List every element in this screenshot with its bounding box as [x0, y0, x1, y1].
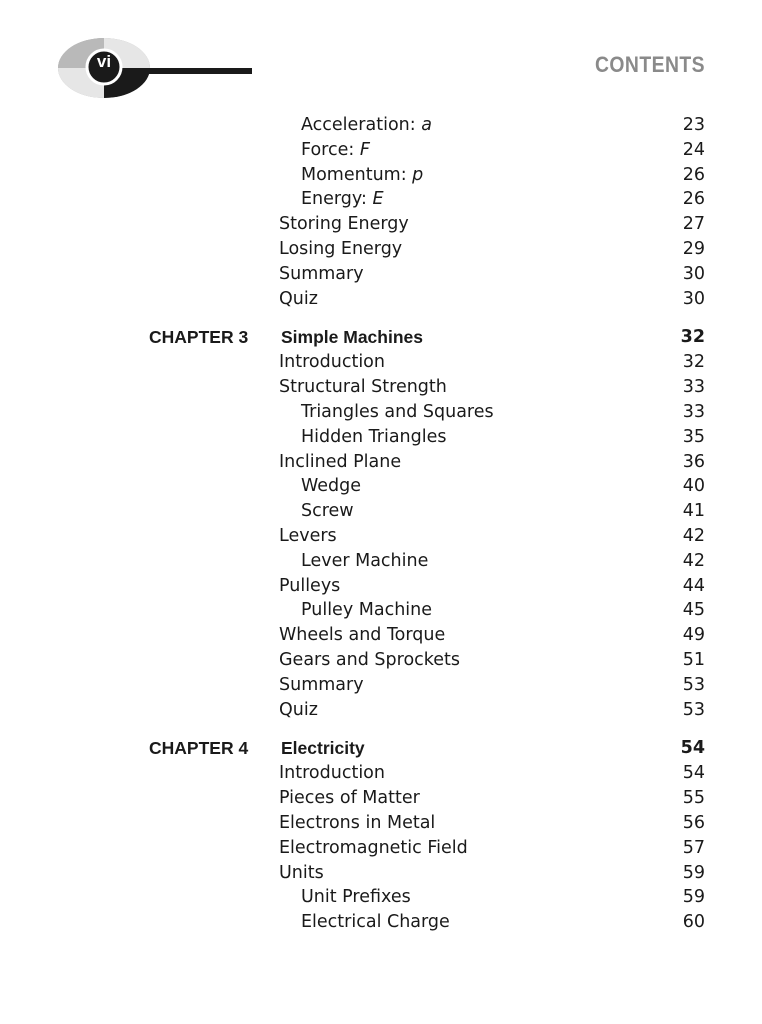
chapter-page-number: 54	[680, 738, 705, 759]
entry-title	[279, 350, 385, 375]
toc-subsection-entry[interactable]	[0, 400, 762, 425]
entry-page-number: 30	[682, 288, 705, 309]
toc-section-entry[interactable]	[0, 761, 762, 786]
entry-title	[301, 910, 450, 935]
entry-title-text: Momentum:	[301, 164, 413, 185]
toc-section-entry[interactable]	[0, 287, 762, 312]
entry-page-number: 30	[682, 263, 705, 284]
entry-title	[301, 885, 411, 910]
entry-page-number: 55	[682, 788, 705, 809]
toc-subsection-entry[interactable]	[0, 549, 762, 574]
entry-title-text: Gears and Sprockets	[279, 649, 461, 670]
entry-title	[301, 549, 428, 574]
entry-title	[279, 375, 447, 400]
section-title: CONTENTS	[595, 52, 705, 77]
entry-title-text: Triangles and Squares	[301, 401, 494, 422]
entry-title-text: Structural Strength	[279, 377, 447, 398]
entry-title-text: Losing Energy	[279, 238, 403, 259]
entry-page-number: 27	[682, 214, 705, 235]
entry-page-number: 56	[682, 812, 705, 833]
entry-title	[301, 113, 432, 138]
entry-page-number: 26	[682, 189, 705, 210]
entry-page-number: 23	[682, 115, 705, 135]
toc-section-entry[interactable]	[0, 450, 762, 475]
toc-section-entry[interactable]	[0, 350, 762, 375]
toc-section-entry[interactable]	[0, 861, 762, 886]
entry-title-text: Quiz	[279, 288, 318, 309]
entry-title	[301, 474, 361, 499]
entry-variable: p	[412, 164, 424, 185]
entry-page-number: 54	[682, 763, 705, 784]
entry-title-text: Lever Machine	[301, 550, 429, 571]
toc-subsection-entry[interactable]	[0, 187, 762, 212]
entry-page-number: 32	[682, 352, 705, 373]
entry-title-text: Hidden Triangles	[301, 426, 447, 447]
toc-chapter-heading[interactable]	[0, 324, 762, 350]
entry-title	[279, 648, 460, 673]
entry-variable: a	[421, 115, 432, 135]
chapter-label: CHAPTER 4	[149, 738, 249, 759]
entry-page-number: 57	[682, 837, 705, 858]
toc-section-entry[interactable]	[0, 811, 762, 836]
entry-page-number: 29	[682, 238, 705, 259]
entry-page-number: 24	[682, 139, 705, 160]
entry-title-text: Summary	[279, 674, 364, 695]
entry-page-number: 44	[682, 575, 705, 596]
entry-title-text: Quiz	[279, 699, 318, 720]
entry-title	[301, 163, 423, 188]
entry-title-text: Pulleys	[279, 575, 341, 596]
entry-page-number: 42	[682, 525, 705, 546]
entry-page-number: 60	[682, 912, 705, 933]
entry-title	[279, 811, 435, 836]
toc-subsection-entry[interactable]	[0, 425, 762, 450]
chapter-label: CHAPTER 3	[149, 327, 249, 348]
entry-title	[301, 499, 354, 524]
toc-subsection-entry[interactable]	[0, 885, 762, 910]
entry-page-number: 59	[682, 887, 705, 908]
entry-title-text: Units	[279, 862, 324, 883]
toc-section-entry[interactable]	[0, 237, 762, 262]
entry-variable: E	[372, 189, 384, 210]
entry-title-text: Pulley Machine	[301, 600, 433, 621]
entry-title	[279, 212, 409, 237]
entry-title	[279, 237, 402, 262]
toc-subsection-entry[interactable]	[0, 499, 762, 524]
entry-title-text: Energy:	[301, 189, 373, 210]
table-of-contents	[0, 113, 762, 935]
entry-title-text: Storing Energy	[279, 214, 409, 235]
toc-section-entry[interactable]	[0, 375, 762, 400]
toc-subsection-entry[interactable]	[0, 113, 762, 138]
entry-title	[279, 287, 318, 312]
toc-section-entry[interactable]	[0, 524, 762, 549]
toc-subsection-entry[interactable]	[0, 910, 762, 935]
toc-subsection-entry[interactable]	[0, 474, 762, 499]
entry-title-text: Unit Prefixes	[301, 887, 411, 908]
entry-title	[279, 836, 468, 861]
toc-section-entry[interactable]	[0, 574, 762, 599]
toc-subsection-entry[interactable]	[0, 598, 762, 623]
entry-page-number: 42	[682, 550, 705, 571]
entry-page-number: 45	[682, 600, 705, 621]
entry-title	[279, 524, 337, 549]
entry-title-text: Wheels and Torque	[279, 625, 446, 646]
toc-section-entry[interactable]	[0, 648, 762, 673]
toc-section-entry[interactable]	[0, 623, 762, 648]
entry-title-text: Levers	[279, 525, 337, 546]
entry-title	[279, 262, 364, 287]
entry-title	[301, 138, 370, 163]
toc-section-entry[interactable]	[0, 698, 762, 723]
entry-title	[279, 623, 445, 648]
entry-page-number: 53	[682, 699, 705, 720]
entry-title-text: Inclined Plane	[279, 451, 402, 472]
entry-title	[301, 598, 432, 623]
toc-subsection-entry[interactable]	[0, 138, 762, 163]
entry-title-text: Introduction	[279, 763, 385, 784]
toc-section-entry[interactable]	[0, 262, 762, 287]
entry-title-text: Pieces of Matter	[279, 788, 420, 809]
entry-title	[279, 786, 420, 811]
header-rule	[140, 68, 252, 74]
entry-title-text: Electrons in Metal	[279, 812, 436, 833]
entry-variable: F	[359, 139, 370, 160]
entry-page-number: 26	[682, 164, 705, 185]
toc-section-entry[interactable]	[0, 836, 762, 861]
chapter-title: Simple Machines	[281, 327, 423, 348]
entry-title-text: Electrical Charge	[301, 912, 450, 933]
entry-title-text: Wedge	[301, 476, 362, 497]
toc-section-entry[interactable]	[0, 673, 762, 698]
entry-page-number: 36	[682, 451, 705, 472]
page-number: vi	[96, 52, 112, 71]
toc-subsection-entry[interactable]	[0, 163, 762, 188]
entry-title	[279, 698, 318, 723]
entry-title	[279, 574, 340, 599]
entry-title	[301, 400, 494, 425]
entry-title	[279, 861, 324, 886]
toc-section-entry[interactable]	[0, 786, 762, 811]
entry-title-text: Acceleration:	[301, 115, 422, 135]
entry-page-number: 59	[682, 862, 705, 883]
entry-page-number: 33	[682, 377, 705, 398]
entry-page-number: 35	[682, 426, 705, 447]
entry-page-number: 41	[682, 501, 705, 522]
toc-section-entry[interactable]	[0, 212, 762, 237]
entry-title-text: Introduction	[279, 352, 385, 373]
entry-page-number: 49	[682, 625, 705, 646]
entry-title	[279, 450, 401, 475]
entry-title-text: Summary	[279, 263, 364, 284]
entry-title	[301, 425, 447, 450]
entry-title	[279, 673, 364, 698]
chapter-title: Electricity	[281, 738, 365, 759]
entry-page-number: 40	[682, 476, 705, 497]
entry-page-number: 33	[682, 401, 705, 422]
entry-title	[279, 761, 385, 786]
entry-page-number: 53	[682, 674, 705, 695]
toc-chapter-heading[interactable]	[0, 735, 762, 761]
entry-title-text: Electromagnetic Field	[279, 837, 468, 858]
entry-title-text: Force:	[301, 139, 360, 160]
chapter-page-number: 32	[680, 327, 705, 348]
entry-page-number: 51	[682, 649, 705, 670]
entry-title	[301, 187, 384, 212]
page-header	[0, 0, 762, 110]
entry-title-text: Screw	[301, 501, 354, 522]
